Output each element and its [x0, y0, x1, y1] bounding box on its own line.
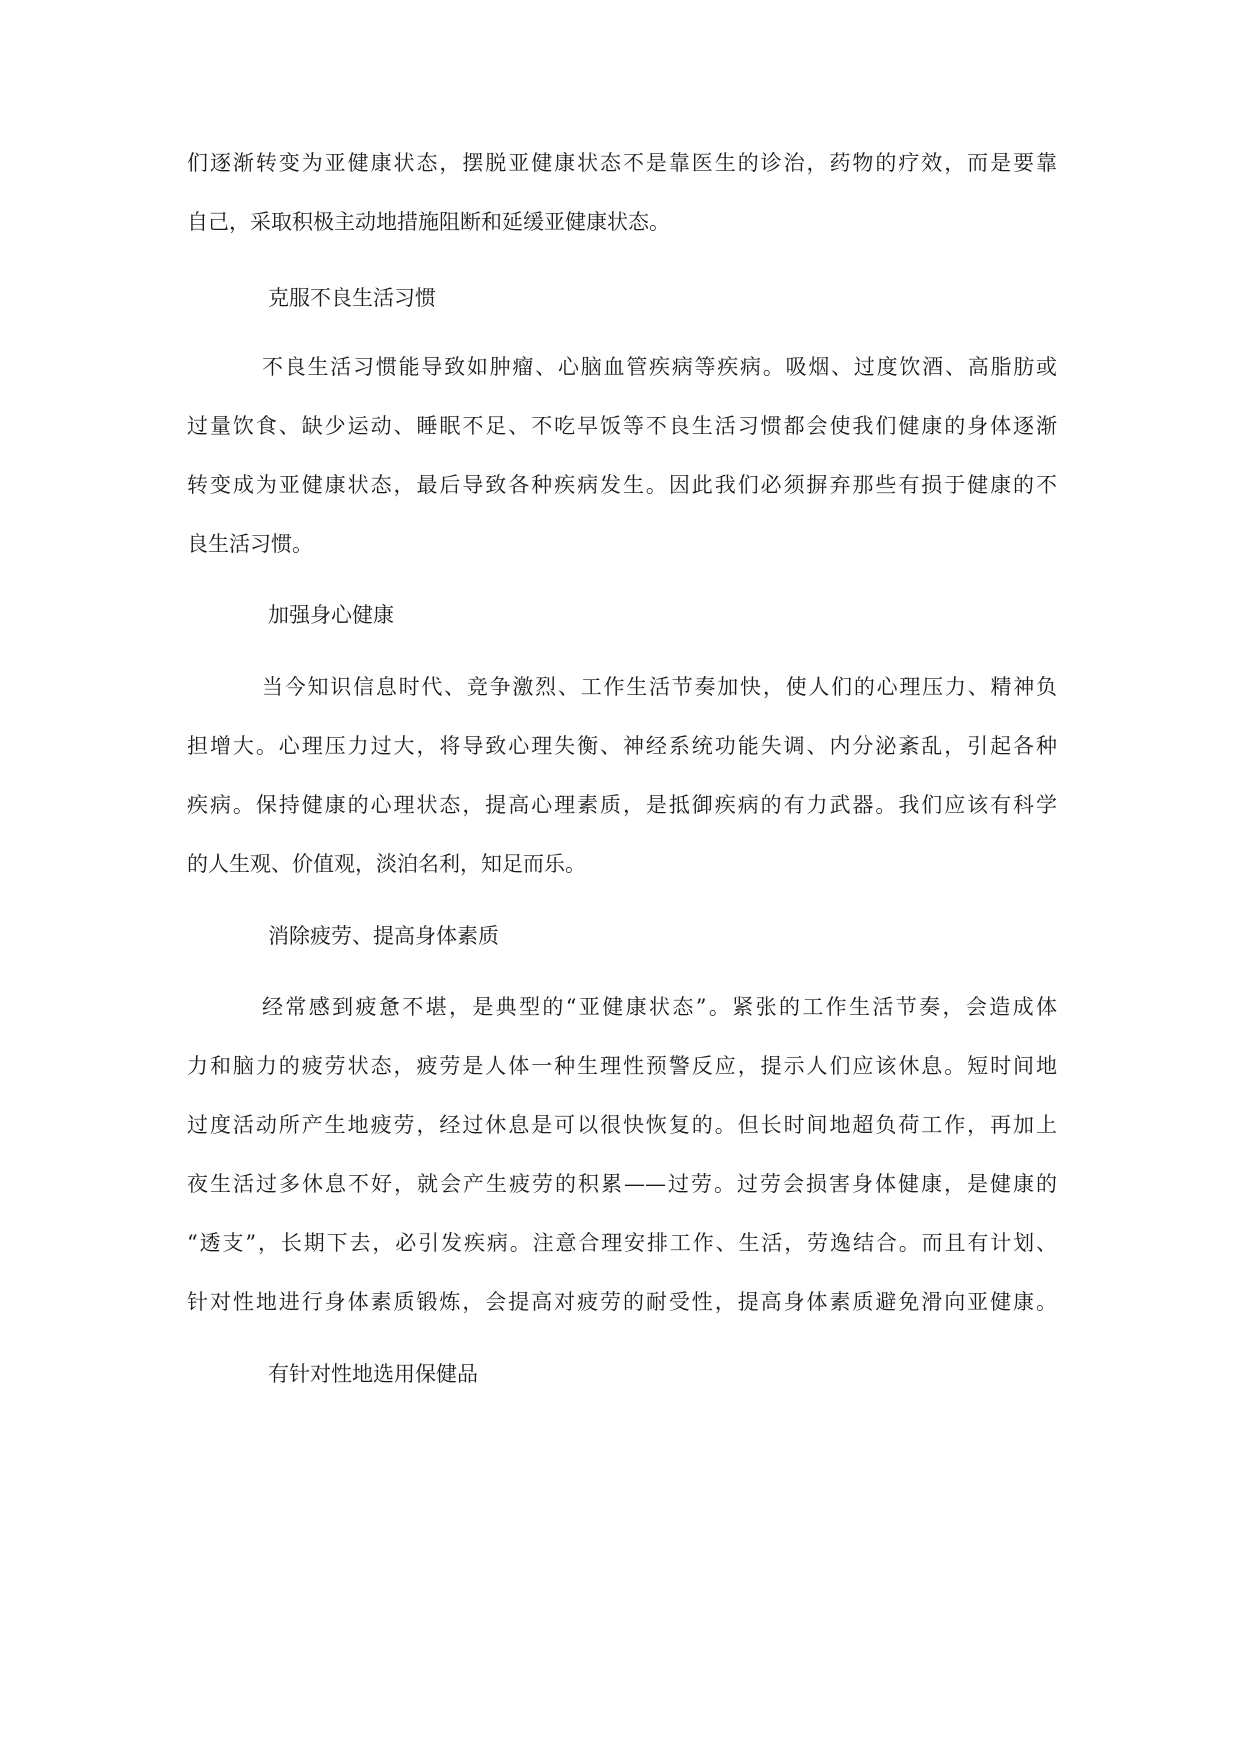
paragraph-line: 担增大。心理压力过大，将导致心理失衡、神经系统功能失调、内分泌紊乱，引起各种 — [187, 734, 1057, 758]
paragraph-line: 针对性地进行身体素质锻炼，会提高对疲劳的耐受性，提高身体素质避免滑向亚健康。 — [187, 1290, 1057, 1314]
paragraph-line: 不良生活习惯能导致如肿瘤、心脑血管疾病等疾病。吸烟、过度饮酒、高脂肪或 — [262, 355, 1057, 379]
paragraph-line: 疾病。保持健康的心理状态，提高心理素质，是抵御疾病的有力武器。我们应该有科学 — [187, 793, 1057, 817]
paragraph-line: 转变成为亚健康状态，最后导致各种疾病发生。因此我们必须摒弃那些有损于健康的不 — [187, 473, 1057, 497]
paragraph-line: 经常感到疲惫不堪，是典型的“亚健康状态”。紧张的工作生活节奏，会造成体 — [262, 995, 1057, 1019]
section-heading: 克服不良生活习惯 — [268, 286, 436, 310]
paragraph-line: 过度活动所产生地疲劳，经过休息是可以很快恢复的。但长时间地超负荷工作，再加上 — [187, 1113, 1057, 1137]
paragraph-line: 自己，采取积极主动地措施阻断和延缓亚健康状态。 — [187, 210, 670, 234]
paragraph-line: 夜生活过多休息不好，就会产生疲劳的积累——过劳。过劳会损害身体健康，是健康的 — [187, 1172, 1057, 1196]
paragraph-line: 的人生观、价值观，淡泊名利，知足而乐。 — [187, 852, 586, 876]
paragraph-line: 当今知识信息时代、竞争激烈、工作生活节奏加快，使人们的心理压力、精神负 — [262, 675, 1057, 699]
section-heading: 消除疲劳、提高身体素质 — [268, 924, 499, 948]
section-heading: 加强身心健康 — [268, 603, 394, 627]
section-heading: 有针对性地选用保健品 — [268, 1362, 478, 1386]
paragraph-line: 们逐渐转变为亚健康状态，摆脱亚健康状态不是靠医生的诊治，药物的疗效，而是要靠 — [187, 151, 1057, 175]
paragraph-line: 过量饮食、缺少运动、睡眠不足、不吃早饭等不良生活习惯都会使我们健康的身体逐渐 — [187, 414, 1057, 438]
paragraph-line: “透支”，长期下去，必引发疾病。注意合理安排工作、生活，劳逸结合。而且有计划、 — [187, 1231, 1057, 1255]
paragraph-line: 良生活习惯。 — [187, 532, 313, 556]
paragraph-line: 力和脑力的疲劳状态，疲劳是人体一种生理性预警反应，提示人们应该休息。短时间地 — [187, 1054, 1057, 1078]
